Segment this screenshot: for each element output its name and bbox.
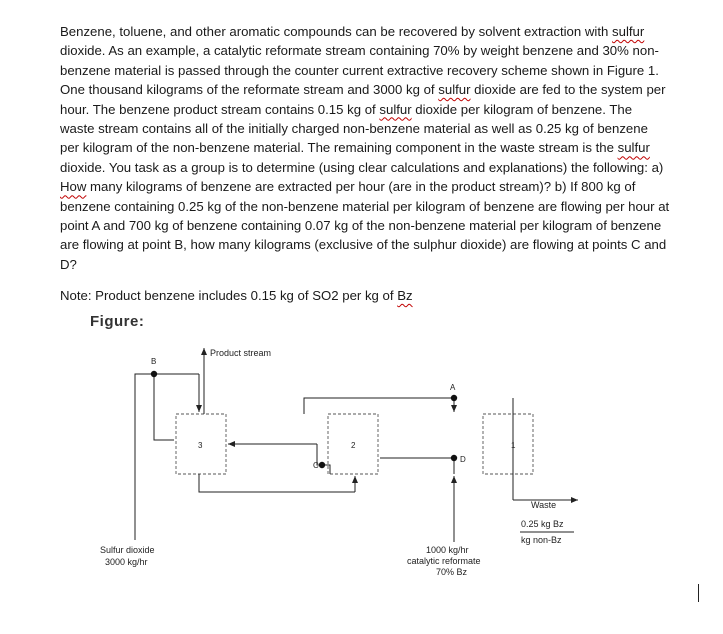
- note-text: Note: Product benzene includes 0.15 kg of SO2 per kg of: [60, 288, 398, 303]
- spell-flag-word: sulfur: [438, 82, 471, 98]
- feed-name-label: catalytic reformate: [407, 556, 481, 566]
- problem-text: dioxide are fed to the system per hour. The benzene product stream contains 0.15 kg of: [60, 82, 666, 117]
- line-point-a: [304, 398, 454, 414]
- point-c-dot: [319, 462, 325, 468]
- point-a-dot: [451, 395, 457, 401]
- text-cursor: [698, 584, 699, 602]
- problem-text: dioxide. As an example, a catalytic reformate stream containing 70% by weight benzene and 30% non-benzene material is passed through the counter current extractive recovery scheme shown in Figure 1. One thousand kilograms of the reformate stream and 3000 kg of: [60, 43, 659, 98]
- product-stream-label: Product stream: [210, 348, 272, 358]
- unit-2-label: 2: [351, 441, 356, 450]
- spell-flag-word: sulfur: [617, 140, 650, 156]
- waste-label: Waste: [531, 500, 557, 510]
- point-a-label: A: [450, 383, 456, 392]
- problem-text: Benzene, toluene, and other aromatic compounds can be recovered by solvent extraction with: [60, 24, 613, 39]
- problem-text: many kilograms of benzene are extracted per hour (are in the product stream)? b) If 800 kg of benzene containing 0.25 kg of the non-benzene material per kilogram of benzene are flowing per hour at point A and 700 kg of benzene containing 0.07 kg of the non-benzene material per kilogram of benzene are flowing at point B, how many kilograms (exclusive of the sulphur dioxide) are flowing at points C and D?: [60, 179, 670, 272]
- unit-1-label: 1: [511, 441, 516, 450]
- spell-flag-word: Bz: [397, 288, 413, 303]
- spell-flag-word: How: [60, 179, 87, 195]
- line-point-b: [154, 374, 174, 440]
- so2-feed-line: [135, 374, 199, 540]
- feed-rate-label: 1000 kg/hr: [426, 545, 469, 555]
- line-point-d: [380, 458, 454, 474]
- waste-ratio-bottom: kg non-Bz: [521, 535, 562, 545]
- problem-text: dioxide. You task as a group is to determine (using clear calculations and explanations) the following: a): [60, 159, 664, 175]
- problem-text: dioxide per kilogram of benzene. The waste stream contains all of the initially charged non-benzene material as well as 0.25 kg of benzene per kilogram of the non-benzene material. The remaining component in the waste stream is the: [60, 101, 648, 156]
- point-b-dot: [151, 371, 157, 377]
- feed-composition-label: 70% Bz: [436, 567, 468, 577]
- point-d-dot: [451, 455, 457, 461]
- waste-ratio-top: 0.25 kg Bz: [521, 519, 564, 529]
- spell-flag-word: sulfur: [379, 101, 412, 117]
- unit-box-1: [483, 414, 533, 474]
- line-unit3-to-unit2: [199, 474, 355, 492]
- figure-title: Figure:: [90, 313, 145, 330]
- unit-3-label: 3: [198, 441, 203, 450]
- point-c-label: C: [313, 461, 319, 470]
- spell-flag-word: sulfur: [612, 24, 645, 39]
- point-d-label: D: [460, 455, 466, 464]
- point-b-label: B: [151, 357, 157, 366]
- so2-label: Sulfur dioxide: [100, 545, 155, 555]
- so2-rate-label: 3000 kg/hr: [105, 557, 148, 567]
